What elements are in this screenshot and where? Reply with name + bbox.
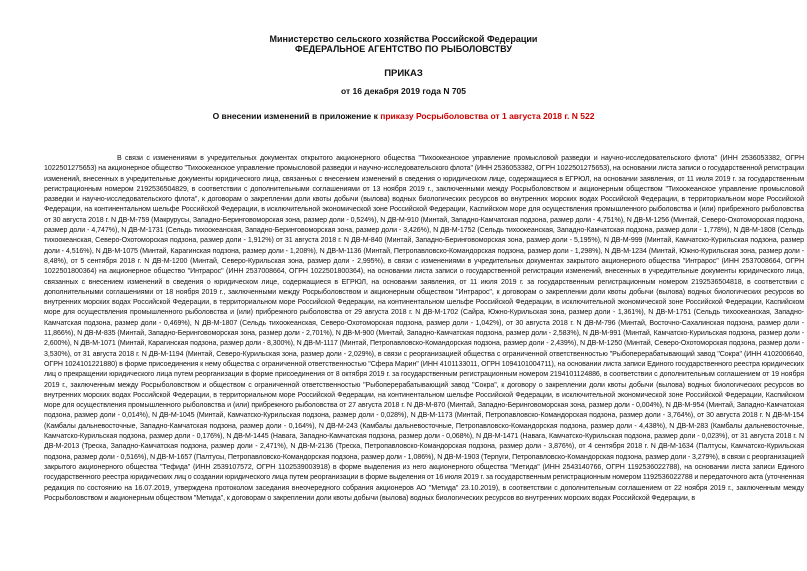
document-title-prefix: О внесении изменений в приложение к: [212, 111, 381, 121]
agency-name: ФЕДЕРАЛЬНОЕ АГЕНТСТВО ПО РЫБОЛОВСТВУ: [295, 44, 512, 54]
document-date-number: от 16 декабря 2019 года N 705: [340, 86, 467, 96]
ministry-name: Министерство сельского хозяйства Российской Федерации: [269, 34, 538, 44]
document-type: ПРИКАЗ: [384, 68, 423, 79]
order-reference-link[interactable]: приказу Росрыболовства от 1 августа 2018 г. N 522: [380, 111, 595, 121]
document-title: [0, 111, 807, 122]
document-body: В связи с изменениями в учредительных документах открытого акционерного общества "Тихоокеанское управление промысловой разведки и научно-исследовательского флота" (ИНН 2536053382, ОГРН 1022501275653) на акционерное общество "Тихоокеанское управление промысловой разведки и научно-исследовательского флота" (ИНН 2536053382, ОГРН 1022501275653), на основании листа записи о государственной регистрации изменений, внесенных в учредительные документы юридического лица, связанных с внесением изменений в сведения о юридическом лице, содержащиеся в ЕГРЮЛ, на основании заявления, от 11 июля 2019 г. за государственным регистрационным номером 2192536504829, в соответствии с дополнительными соглашениями от 13 ноября 2019 г., заключенными между Росрыболовством и акционерным обществом "Тихоокеанское управление промысловой разведки и научно-исследовательского флота", к договорам о закреплении доли квоты добычи (вылова) водных биологических ресурсов во внутренних морских водах Российской Федерации, в территориальном море Российской Федерации, на континентальном шельфе Российской Федерации, в исключительной экономической зоне Российской Федерации, Каспийском море для осуществления промышленного рыболовства и (или) прибрежного рыболовства от 30 августа 2018 г. N ДВ-М-759 (Макрурусы, Западно-Беринговоморская зона, размер доли - 0,524%), N ДВ-М-910 (Минтай, Западно-Камчатская подзона, размер доли - 4,751%), N ДВ-М-1256 (Минтай, Северо-Охотоморская подзона, размер доли - 4,747%), N ДВ-М-1731 (Сельдь тихоокеанская, Западно-Беринговоморская зона, размер доли - 3,426%), N ДВ-М-1752 (Сельдь тихоокеанская, Западно-Камчатская подзона, размер доли - 1,778%), N ДВ-М-1808 (Сельдь тихоокеанская, Северо-Охотоморская подзона, размер доли - 1,912%) от 31 августа 2018 г. N ДВ-М-840 (Минтай, Западно-Беринговоморская зона, размер доли - 5,195%), N ДВ-М-999 (Минтай, Камчатско-Курильская подзона, размер доли - 4,516%), N ДВ-М-1075 (Минтай, Карагинская подзона, размер доли - 1,208%), N ДВ-М-1136 (Минтай, Петропавловско-Командорская подзона, размер доли - 1,298%), N ДВ-М-1234 (Минтай, Южно-Курильская зона, размер доли - 8,48%), от 5 сентября 2018 г. N ДВ-М-1200 (Минтай, Северо-Курильская зона, размер доли - 2,995%), в связи с изменениями в учредительных документах закрытого акционерного общества "Интрарос" (ИНН 2537008664, ОГРН 1022501800364) на акционерное общество "Интрарос" (ИНН 2537008664, ОГРН 1022501800364), на основании листа записи о государственной регистрации изменений, внесенных в учредительные документы юридического лица, связанных с внесением изменений в сведения о юридическом лице, содержащиеся в ЕГРЮЛ, на основании заявления, от 11 июля 2019 г. за государственным регистрационным номером 2192536504818, в соответствии с дополнительными соглашениями от 18 ноября 2019 г., заключенными между Росрыболовством и акционерным обществом "Интрарос", к договорам о закреплении доли квоты добычи (вылова) водных биологических ресурсов во внутренних морских водах Российской Федерации, в территориальном море Российской Федерации, на континентальном шельфе Российской Федерации, в исключительной экономической зоне Российской Федерации, Каспийском море для осуществления промышленного рыболовства и (или) прибрежного рыболовства от 29 августа 2018 г. N ДВ-М-1702 (Сайра, Южно-Курильская зона, размер доли - 1,361%), N ДВ-М-1751 (Сельдь тихоокеанская, Западно-Камчатская подзона, размер доли - 0,469%), N ДВ-М-1807 (Сельдь тихоокеанская, Северо-Охотоморская подзона, размер доли - 1,042%), от 30 августа 2018 г. N ДВ-М-796 (Минтай, Восточно-Сахалинская подзона, размер доли - 11,866%), N ДВ-М-835 (Минтай, Западно-Беринговоморская зона, размер доли - 2,701%), N ДВ-М-900 (Минтай, Западно-Камчатская подзона, размер доли - 2,583%), N ДВ-М-991 (Минтай, Камчатско-Курильская подзона, размер доли - 2,600%), N ДВ-М-1071 (Минтай, Карагинская подзона, размер доли - 8,300%), N ДВ-М-1117 (Минтай, Петропавловско-Командорская подзона, размер доли - 2,439%), N ДВ-М-1250 (Минтай, Северо-Охотоморская подзона, размер доли - 3,530%), от 31 августа 2018 г. N ДВ-М-1194 (Минтай, Северо-Курильская зона, размер доли - 2,029%), в связи с реорганизацией общества с ограниченной ответственностью "Рыбоперерабатывающий завод "Сокра" (ИНН 4102006640, ОГРН 1024101221880) в форме присоединения к нему общества с ограниченной ответственностью "Сфера Марин" (ИНН 4101133011, ОГРН 1094101004711), на основании листа записи Единого государственного реестра юридических лиц о прекращении юридического лица путем реорганизации в форме присоединения от 8 октября 2019 г. за государственным регистрационным номером 2194101124886, в соответствии с дополнительным соглашением от 19 ноября 2019 г., заключенным между Росрыболовством и обществом с ограниченной ответственностью "Рыбоперерабатывающий завод "Сокра", к договору о закреплении доли квоты добычи (вылова) водных биологических ресурсов во внутренних морских водах Российской Федерации, в территориальном море Российской Федерации, на континентальном шельфе Российской Федерации, в исключительной экономической зоне Российской Федерации, Каспийском море для осуществления промышленного рыболовства и (или) прибрежного рыболовства от 27 августа 2018 г. N ДВ-М-870 (Минтай, Западно-Беринговоморская зона, размер доли - 0,004%), N ДВ-М-954 (Минтай, Западно-Камчатская подзона, размер доли - 0,014%), N ДВ-М-1045 (Минтай, Камчатско-Курильская подзона, размер доли - 0,028%), N ДВ-М-1173 (Минтай, Петропавловско-Командорская подзона, размер доли - 3,764%), от 30 августа 2018 г. N ДВ-М-154 (Камбалы дальневосточные, Западно-Камчатская подзона, размер доли - 0,164%), N ДВ-М-243 (Камбалы дальневосточные, Петропавловско-Командорская подзона, размер доли - 4,438%), N ДВ-М-283 (Камбалы дальневосточные, Камчатско-Курильская подзона, размер доли - 0,176%), N ДВ-М-1445 (Навага, Западно-Камчатская подзона, размер доли - 0,068%), N ДВ-М-1471 (Навага, Камчатско-Курильская подзона, размер доли - 0,023%), от 31 августа 2018 г. N ДВ-М-2013 (Треска, Западно-Камчатская подзона, размер доли - 2,471%), N ДВ-М-2136 (Треска, Петропавловско-Командорская подзона, размер доли - 3,876%), от 4 сентября 2018 г. N ДВ-М-1634 (Палтусы, Камчатско-Курильская подзона, размер доли - 0,516%), N ДВ-М-1657 (Палтусы, Петропавловско-Командорская подзона, размер доли - 1,086%), N ДВ-М-1903 (Терпуги, Петропавловско-Командорская подзона, размер доли - 3,279%), в связи с реорганизацией закрытого акционерного общества "Тефида" (ИНН 2539107572, ОГРН 1102539003918) в форме выделения из него акционерного общества "Метида" (ИНН 2543140766, ОГРН 1192536022788), на основании листа записи Единого государственного реестра юридических лиц о создании юридического лица путем реорганизации в форме выделения от 16 июля 2019 г. за государственным регистрационным номером 1192536022788 и передаточного акта (уточненная редакция по состоянию на 16.07.2019, утверждена протоколом заседания внеочередного собрания акционеров АО "Метида" 23.10.2019), в соответствии с дополнительным соглашением от 22 ноября 2019 г., заключенным между Росрыболовством и акционерным обществом "Метида", к договорам о закреплении доли квоты добычи (вылова) водных биологических ресурсов во внутренних морских водах Российской Федерации, в: [44, 155, 804, 502]
